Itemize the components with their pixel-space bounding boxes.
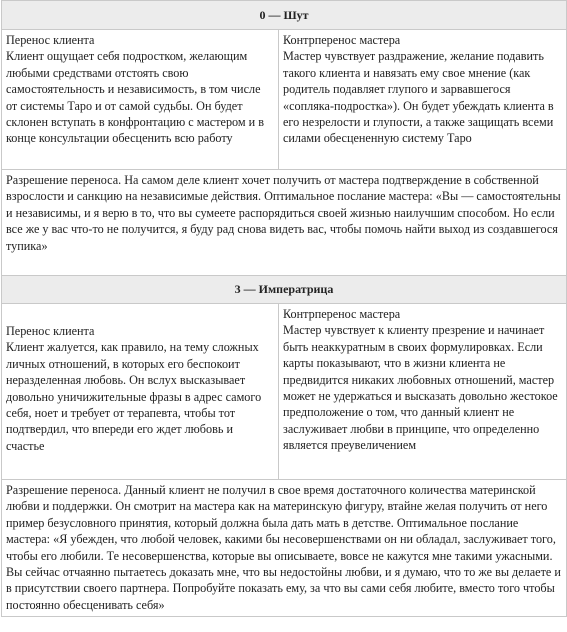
section-header-row <box>2 1 567 30</box>
transfer-resolution-text: Разрешение переноса. На самом деле клиент хочет получить от мастера подтверждение в собственной взрослости и санкцию на независимые действия. Оптимальное послание мастера: «Вы — самостоятельны и независимы, и я верю в то, что вы сумеете распорядиться своей жизнью наилучшим способом. Но если все же у вас что-то не получится, я буду рад снова видеть вас, чтобы помочь найти выход из создавшегося тупика» <box>2 170 567 276</box>
master-countertransfer-heading: Контрперенос мастера <box>283 33 401 47</box>
client-transfer-heading: Перенос клиента <box>6 324 95 338</box>
client-transfer-heading: Перенос клиента <box>6 33 95 47</box>
master-countertransfer-heading: Контрперенос мастера <box>283 307 401 321</box>
transfer-resolution-text: Разрешение переноса. Данный клиент не получил в свое время достаточного количества материнской любви и поддержки. Он смотрит на мастера как на материнскую фигуру, втайне желая получить от него пример безусловного принятия, который должна была дать мать в детстве. Оптимальное послание мастера: «Я убежден, что любой человек, какими бы несовершенствами он ни обладал, заслуживает того, чтобы его любили. Те несовершенства, которые вы описываете, вовсе не кажутся мне такими ужасными. Вы сейчас отчаянно пытаетесь доказать мне, что вы недостойны любви, и я думаю, что то же вы делаете и в присутствии своего партнера. Попробуйте показать ему, за что вы сами себя любите, вместо того чтобы постоянно обесценивать себя» <box>2 480 567 617</box>
master-countertransfer-cell <box>279 304 567 480</box>
section-header-row <box>2 276 567 304</box>
master-countertransfer-cell <box>279 30 567 170</box>
section-title: 3 — Императрица <box>2 276 567 304</box>
tarot-transference-table <box>1 0 567 617</box>
resolution-row <box>2 480 567 617</box>
transfer-row <box>2 30 567 170</box>
client-transfer-text: Клиент ощущает себя подростком, желающим любыми средствами отстоять свою самостоятельность и независимость, в том числе от системы Таро и от самой судьбы. Он будет склонен вступать в конфронтацию с мастером и в конце консультации обесценить всю работу <box>6 49 264 146</box>
master-countertransfer-text: Мастер чувствует к клиенту презрение и начинает быть неаккуратным в своих формулировках. Если карты показывают, что в жизни клиента не предвидится никаких любовных отношений, мастер может не удержаться и высказать довольно жестокое предположение о том, что данный клиент не заслуживает любви в принципе, что определенно является преувеличением <box>283 323 558 453</box>
client-transfer-text: Клиент жалуется, как правило, на тему сложных личных отношений, в которых его беспокоит неразделенная любовь. Он вслух высказывает довольно уничижительные фразы в адрес самого себя, ноет и требует от терапевта, чтобы тот подтвердил, что впереди его ждет любовь и счастье <box>6 340 262 453</box>
transfer-row <box>2 304 567 480</box>
master-countertransfer-text: Мастер чувствует раздражение, желание подавить такого клиента и навязать ему свое мнение (как родитель подавляет глупого и зарвавшегося «сопляка-подростка»). Он будет убеждать клиента в его незрелости и глупости, а также защищать всеми силами обесцененную систему Таро <box>283 49 554 146</box>
client-transfer-cell <box>2 304 279 480</box>
resolution-row <box>2 170 567 276</box>
section-title: 0 — Шут <box>2 1 567 30</box>
client-transfer-cell <box>2 30 279 170</box>
